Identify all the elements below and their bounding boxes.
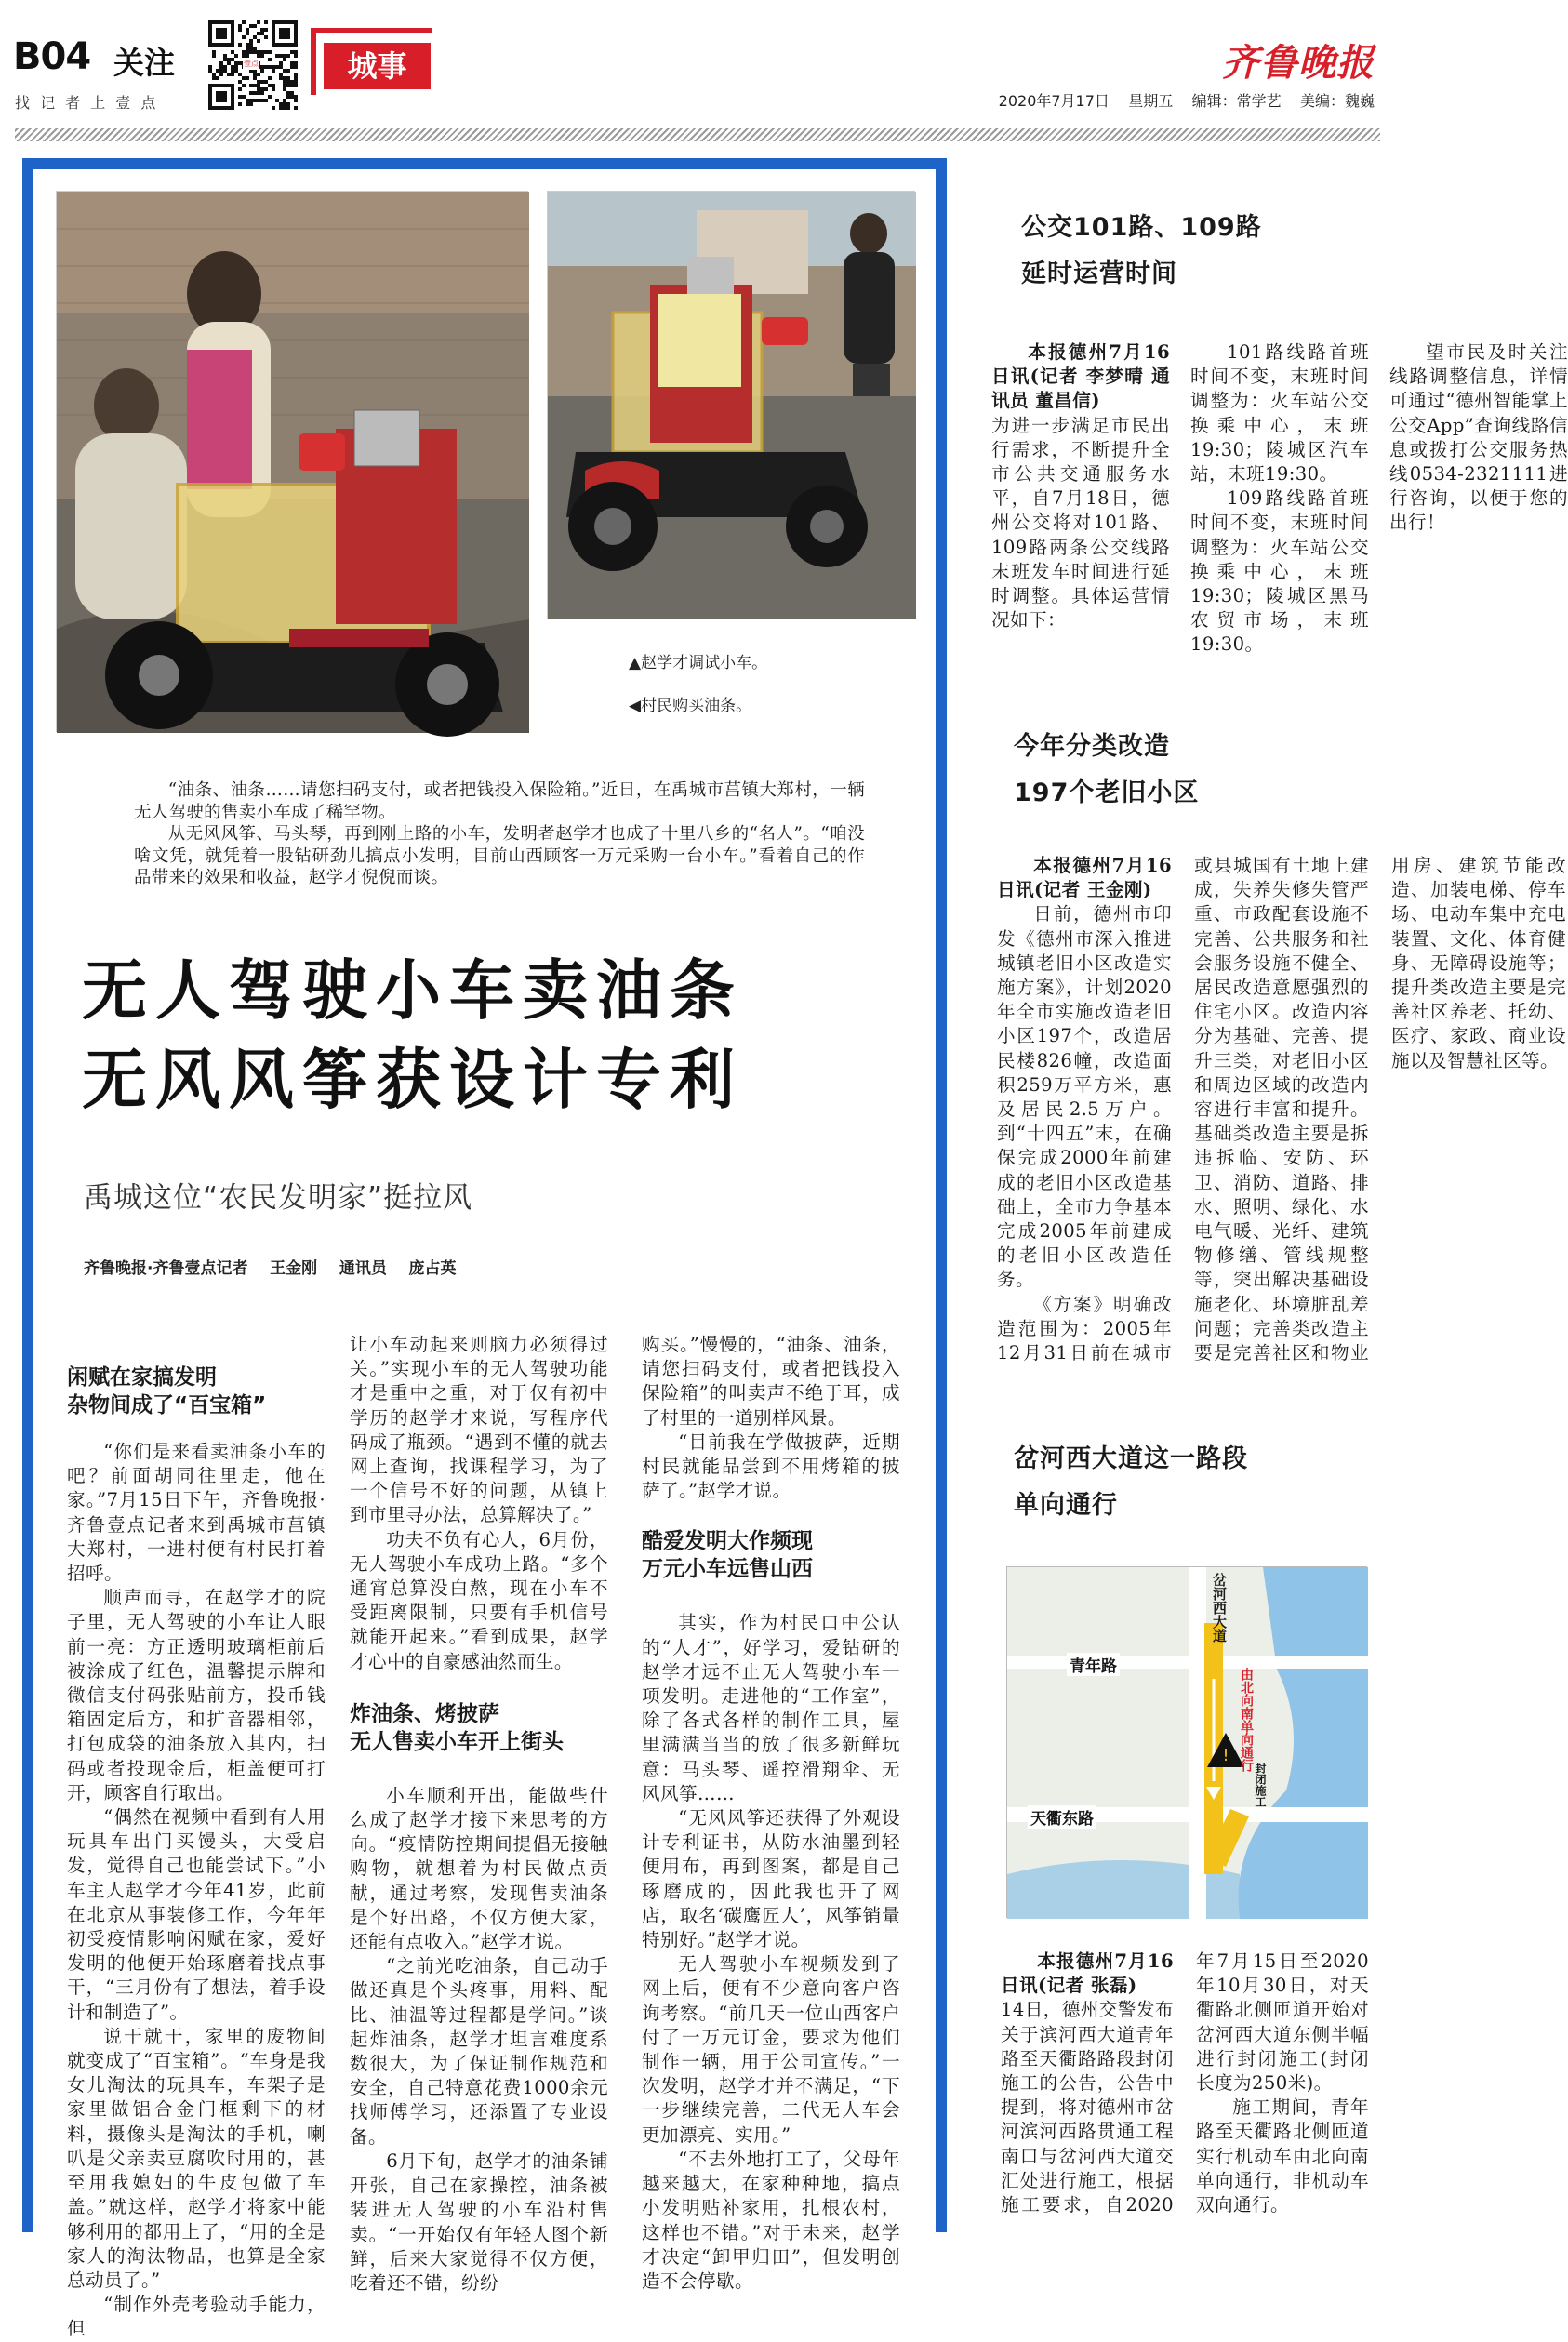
qr-code xyxy=(208,20,298,110)
side-article-2-body xyxy=(997,854,1566,1388)
photo-testing-car xyxy=(547,191,915,619)
side-article-3-title-line-1: 岔河西大道这一路段 xyxy=(1014,1444,1248,1473)
side-article-3-title-line-2: 单向通行 xyxy=(1014,1491,1118,1520)
body-paragraph: “偶然在视频中看到有人用玩具车出门买馒头，大受启发，觉得自己也能尝试下。”小车主人赵学才今年41岁，此前在北京从事装修工作，今年年初受疫情影响闲赋在家，爱好发明的他便开始琢磨着找点事干，“三月份有了想法，着手设计和制造了”。 xyxy=(67,1806,326,2023)
side-paragraph: 为进一步满足市民出行需求，不断提升全市公共交通服务水平，自7月18日，德州公交将对101路、109路两条公交线路末班发车时间进行延时调整。具体运营情况如下： xyxy=(991,414,1170,632)
map-label-qingnian-road: 青年路 xyxy=(1067,1653,1120,1676)
header-slogan: 找 记 者 上 壹 点 xyxy=(15,94,159,112)
page-number: B04 xyxy=(13,35,91,78)
subheading-2 xyxy=(350,1700,608,1756)
body-paragraph: “你们是来看卖油条小车的吧？前面胡同往里走，他在家。”7月15日下午，齐鲁晚报·齐鲁壹点记者来到禹城市莒镇大郑村，一进村便有村民打着招呼。 xyxy=(67,1441,326,1585)
subheading-3-line-1: 酷爱发明大作频现 xyxy=(642,1529,813,1554)
subheading-1-line-2: 杂物间成了“百宝箱” xyxy=(67,1393,267,1417)
side-paragraph: 《方案》明确改造范围为：2005年12月31日前在城市或县城国有土地上建成，失养失修失管严重、市政配套设施不完善、公共服务和社会服务设施不健全、居民改造意愿强烈的住宅小区。改造内容分为基础、完善、提升三类，对老旧小区和周边区域的改造内容进行丰富和提升。基础类改造主要是拆违拆临、安防、环卫、消防、道路、排水、照明、绿化、水电气暖、光纤、建筑物修缮、管线规整等，突出解决基础设施老化、环境脏乱差问题；完善类改造主要是完善社区和物业用房、建筑节能改造、加装电梯、停车场、电动车集中充电装置、文化、体育健身、无障碍设施等；提升类改造主要是完善社区养老、托幼、医疗、家政、商业设施以及智慧社区等。 xyxy=(997,855,1566,1364)
photo-villagers-buying xyxy=(56,191,528,732)
headline-subtitle: 禹城这位“农民发明家”挺拉风 xyxy=(84,1181,473,1215)
side-article-1-title-line-2: 延时运营时间 xyxy=(1021,259,1177,288)
body-paragraph: 其实，作为村民口中公认的“人才”，好学习，爱钻研的赵学才远不止无人驾驶小车一项发明。走进他的“工作室”，除了各式各样的制作工具，屋里满满当当的放了很多新鲜玩意：马头琴、遥控滑翔伞、无风风筝…… xyxy=(642,1612,900,1804)
photo-caption-1: ▲赵学才调试小车。 xyxy=(629,654,768,672)
side-article-2-title-line-1: 今年分类改造 xyxy=(1014,732,1170,761)
side-dateline xyxy=(1001,1949,1174,1998)
map-label-tianqu-road: 天衢东路 xyxy=(1028,1805,1096,1829)
byline-org: 齐鲁晚报·齐鲁壹点记者 xyxy=(84,1259,248,1278)
body-paragraph: 功夫不负有心人，6月份，无人驾驶小车成功上路。“多个通宵总算没白熬，现在小车不受距离限制，只要有手机信号就能开起来。”看到成果，赵学才心中的自豪感油然而生。 xyxy=(350,1528,608,1672)
headline-line-2: 无风风筝获设计专利 xyxy=(82,1042,743,1118)
body-paragraph: “不去外地打工了，父母年越来越大，在家种种地，搞点小发明贴补家用，扎根农村，这样也不错。”对于未来，赵学才决定“卸甲归田”，但发明创造不会停歇。 xyxy=(642,2148,900,2292)
body-paragraph: 小车顺利开出，能做些什么成了赵学才接下来思考的方向。“疫情防控期间提倡无接触购物，就想着为村民做点贡献，通过考察，发现售卖油条是个好出路，不仅方便大家，还能有点收入。”赵学才说。 xyxy=(350,1784,608,1953)
subheading-1 xyxy=(67,1364,326,1419)
side-article-1-body xyxy=(991,340,1568,675)
side-paragraph: 望市民及时关注线路调整信息，详情可通过“德州智能掌上公交App”查询线路信息或拨打公交服务热线0534-2321111进行咨询，以便于您的出行！ xyxy=(1389,341,1568,534)
map-label-main-road: 岔河西大道 xyxy=(1211,1573,1228,1643)
headline-line-1: 无人驾驶小车卖油条 xyxy=(82,952,743,1029)
side-paragraph: 101路线路首班时间不变，末班时间调整为：火车站公交换乘中心，末班19:30；陵城区汽车站，末班19:30。 xyxy=(1190,341,1369,486)
byline-role: 通讯员 xyxy=(339,1259,387,1278)
byline xyxy=(84,1255,457,1278)
side-dateline-text: 本报德州7月16日讯(记者 王金刚) xyxy=(997,855,1172,901)
byline-correspondent: 庞占英 xyxy=(408,1259,457,1278)
issue-weekday: 星期五 xyxy=(1128,92,1174,110)
side-dateline-text: 本报德州7月16日讯(记者 李梦晴 通讯员 董昌信) xyxy=(991,341,1170,412)
body-paragraph: 顺声而寻，在赵学才的院子里，无人驾驶的小车让人眼前一亮：方正透明玻璃柜前后被涂成了红色，温馨提示牌和微信支付码张贴前方，投币钱箱固定后方，和扩音器相邻，打包成袋的油条放入其内，扫码或者投现金后，柜盖便可打开，顾客自行取出。 xyxy=(67,1587,326,1803)
map-label-construction: 封闭施工 xyxy=(1254,1763,1267,1807)
side-article-1-title-line-1: 公交101路、109路 xyxy=(1021,213,1262,242)
body-paragraph: 无人驾驶小车视频发到了网上后，便有不少意向客户咨询考察。“前几天一位山西客户付了一万元订金，要求为他们制作一辆，用于公司宣传。”一次发明，赵学才并不满足，“下一步继续完善，二代无人车会更加漂亮、实用。” xyxy=(642,1953,900,2146)
body-paragraph: “目前我在学做披萨，近期村民就能品尝到不用烤箱的披萨了。”赵学才说。 xyxy=(642,1430,900,1502)
side-article-1-title xyxy=(1021,205,1375,298)
editor: 编辑：常学艺 xyxy=(1191,92,1282,110)
art-editor: 美编：魏巍 xyxy=(1299,92,1375,110)
side-article-2-title-line-2: 197个老旧小区 xyxy=(1014,778,1200,807)
body-paragraph: “制作外壳考验动手能力，但 xyxy=(67,2294,326,2340)
road-map xyxy=(1006,1566,1367,1918)
newspaper-logo: 齐鲁晚报 xyxy=(1222,41,1375,85)
side-paragraph: 109路线路首班时间不变，末班时间调整为：火车站公交换乘中心，末班19:30；陵城区黑马农贸市场，末班19:30。 xyxy=(1190,487,1369,656)
subheading-1-line-1: 闲赋在家搞发明 xyxy=(67,1365,217,1390)
header-info xyxy=(999,89,1375,111)
qr-code-label: 壹点 xyxy=(244,60,259,68)
subheading-3-line-2: 万元小车远售山西 xyxy=(642,1557,813,1582)
side-article-3-title xyxy=(1014,1436,1367,1529)
lead-paragraphs xyxy=(134,779,865,889)
article-column-2 xyxy=(350,1333,608,2295)
photo-caption-2: ◀村民购买油条。 xyxy=(629,697,752,715)
side-dateline xyxy=(991,340,1170,414)
header-rule xyxy=(15,128,1380,141)
side-paragraph: 日前，德州市印发《德州市深入推进城镇老旧小区改造实施方案》，计划2020年全市实施改造老旧小区197个，改造居民楼826幢，改造面积259万平方米，惠及居民2.5万户。到“十四五”末，在确保完成2000年前建成的老旧小区改造基础上，全市力争基本完成2005年前建成的老旧小区改造任务。 xyxy=(997,903,1172,1291)
subheading-2-line-1: 炸油条、烤披萨 xyxy=(350,1701,499,1726)
lead-paragraph: 从无风风筝、马头琴，再到刚上路的小车，发明者赵学才也成了十里八乡的“名人”。“咱没啥文凭，就凭着一股钻研劲儿搞点小发明，目前山西顾客一万元采购一台小车。”看着自己的作品带来的效果和收益，赵学才倪倪而谈。 xyxy=(134,824,865,887)
subheading-3 xyxy=(642,1527,900,1583)
byline-reporter: 王金刚 xyxy=(270,1259,318,1278)
side-paragraph: 施工期间，青年路至天衢路北侧匝道实行机动车由北向南单向通行，非机动车双向通行。 xyxy=(1196,2096,1369,2216)
body-paragraph: 说干就干，家里的废物间就变成了“百宝箱”。“车身是我女儿淘汰的玩具车，车架子是家里做铝合金门框剩下的材料，摄像头是淘汰的手机，喇叭是父亲卖豆腐吹时用的，甚至用我媳妇的牛皮包做了车盖。”就这样，赵学才将家中能够利用的都用上了，“用的全是家人的淘汰物品，也算是全家总动员了。” xyxy=(67,2025,326,2291)
body-paragraph: 让小车动起来则脑力必须得过关。”实现小车的无人驾驶功能才是重中之重，对于仅有初中学历的赵学才来说，写程序代码成了瓶颈。“遇到不懂的就去网上查询，找课程学习，为了一个信号不好的问题，从镇上到市里寻办法，总算解决了。” xyxy=(350,1334,608,1526)
body-paragraph: 购买。”慢慢的，“油条、油条，请您扫码支付，或者把钱投入保险箱”的叫卖声不绝于耳，成了村里的一道别样风景。 xyxy=(642,1334,900,1429)
body-paragraph: 6月下旬，赵学才的油条铺开张，自己在家操控，油条被装进无人驾驶的小车沿村售卖。“一开始仅有年轻人图个新鲜，后来大家觉得不仅方便，吃着还不错，纷纷 xyxy=(350,2149,608,2294)
side-paragraph: 14日，德州交警发布关于滨河西大道青年路至天衢路路段封闭施工的公告，公告中提到，将对德州市岔河滨河西路贯通工程南口与岔河西大道交汇处进行施工，根据施工要求，自2020年7月15日至2020年10月30日，对天衢路北侧匝道开始对岔河西大道东侧半幅进行封闭施工(封闭长度为250米)。 xyxy=(1001,1950,1369,2216)
issue-date: 2020年7月17日 xyxy=(998,92,1110,110)
section-label: 关注 xyxy=(113,45,175,81)
lead-paragraph: “油条、油条……请您扫码支付，或者把钱投入保险箱。”近日，在禹城市莒镇大郑村，一辆无人驾驶的售卖小车成了稀罕物。 xyxy=(134,780,865,822)
section-tag: 城事 xyxy=(324,43,431,89)
side-dateline xyxy=(997,854,1172,902)
body-paragraph: “之前光吃油条，自己动手做还真是个头疼事，用料、配比、油温等过程都是学问。”谈起炸油条，赵学才坦言难度系数很大，为了保证制作规范和安全，自己特意花费1000余元找师傅学习，还添置了专业设备。 xyxy=(350,1955,608,2148)
article-column-1 xyxy=(67,1364,326,2342)
subheading-2-line-2: 无人售卖小车开上街头 xyxy=(350,1729,564,1754)
map-label-one-way-note: 由北向南单向通行 xyxy=(1239,1668,1254,1772)
article-column-3 xyxy=(642,1333,900,2294)
side-article-2-title xyxy=(1014,724,1367,817)
svg-text:!: ! xyxy=(1222,1746,1229,1765)
body-paragraph: “无风风筝还获得了外观设计专利证书，从防水油墨到轻便用布，再到图案，都是自己琢磨成的，因此我也开了网店，取名‘碳鹰匠人’，风筝销量特别好。”赵学才说。 xyxy=(642,1807,900,1951)
side-article-3-body xyxy=(1001,1949,1369,2229)
side-dateline-text: 本报德州7月16日讯(记者 张磊) xyxy=(1001,1950,1174,1997)
